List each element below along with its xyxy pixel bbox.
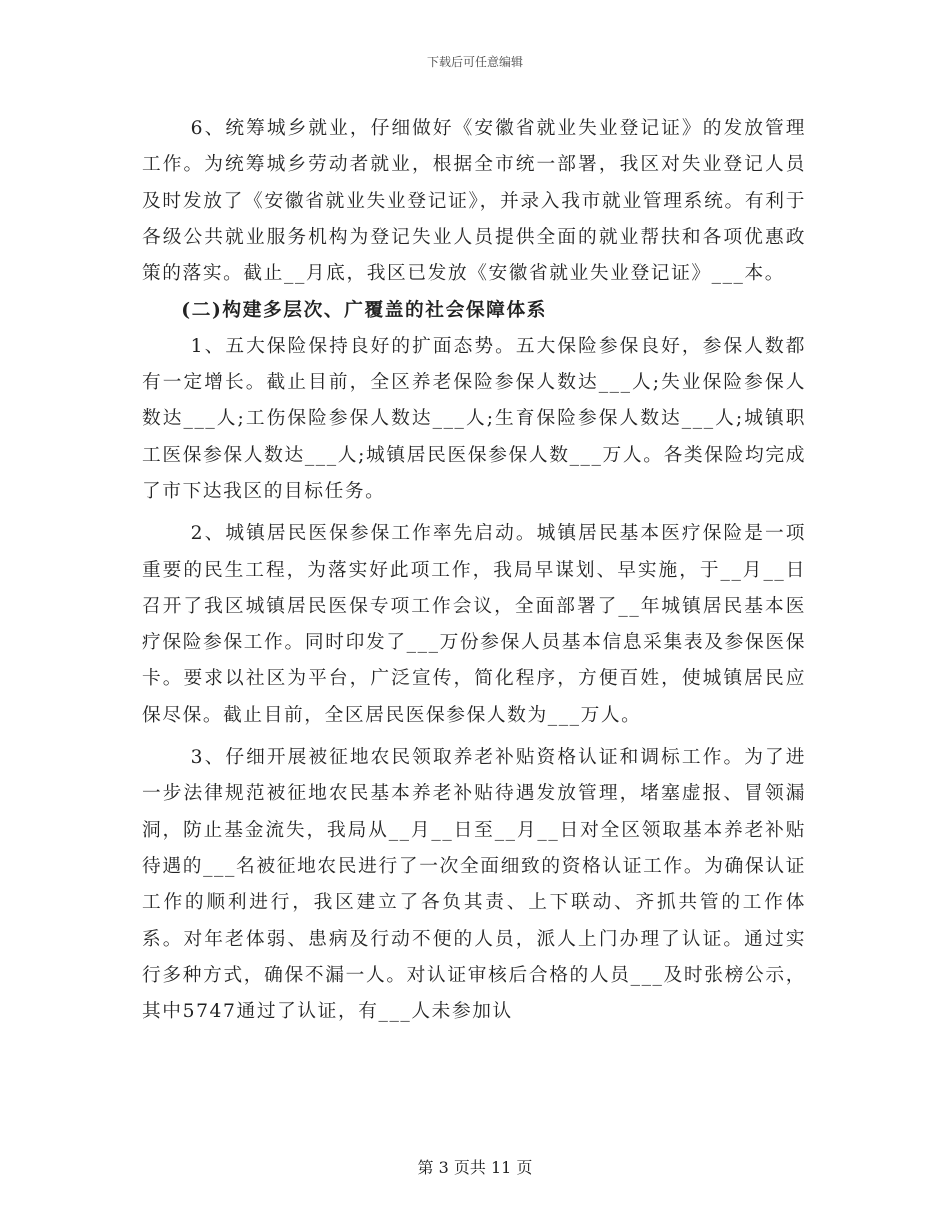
paragraph-urban-medical-insurance: 2、城镇居民医保参保工作率先启动。城镇居民基本医疗保险是一项重要的民生工程，为落实好此项工作，我局早谋划、早实施，于__月__日召开了我区城镇居民医保专项工作会议，全面部署了__年城镇居民基本医疗保险参保工作。同时印发了___万份参保人员基本信息采集表及参保医保卡。要求以社区为平台，广泛宣传，简化程序，方便百姓，使城镇居民应保尽保。截止目前，全区居民医保参保人数为___万人。 [142, 523, 806, 726]
document-body [142, 111, 806, 1030]
page-header: 下载后可任意编辑 [426, 55, 523, 69]
paragraph-five-insurances: 1、五大保险保持良好的扩面态势。五大保险参保良好，参保人数都有一定增长。截止目前，全区养老保险参保人数达___人;失业保险参保人数达___人;工伤保险参保人数达___人;生育保险参保人数达___人;城镇职工医保参保人数达___人;城镇居民医保参保人数___万人。各类保险均完成了市下达我区的目标任务。 [142, 335, 806, 502]
section-heading-social-security: (二)构建多层次、广覆盖的社会保障体系 [181, 299, 548, 322]
page-number: 第 3 页共 11 页 [417, 1158, 533, 1177]
paragraph-land-farmer-pension: 3、仔细开展被征地农民领取养老补贴资格认证和调标工作。为了进一步法律规范被征地农民基本养老补贴待遇发放管理，堵塞虚报、冒领漏洞，防止基金流失，我局从__月__日至__月__日对全区领取基本养老补贴待遇的___名被征地农民进行了一次全面细致的资格认证工作。为确保认证工作的顺利进行，我区建立了各负其责、上下联动、齐抓共管的工作体系。对年老体弱、患病及行动不便的人员，派人上门办理了认证。通过实行多种方式，确保不漏一人。对认证审核后合格的人员___及时张榜公示，其中5747通过了认证，有___人未参加认 [142, 747, 806, 1023]
paragraph-employment-registration: 6、统筹城乡就业，仔细做好《安徽省就业失业登记证》的发放管理工作。为统筹城乡劳动者就业，根据全市统一部署，我区对失业登记人员及时发放了《安徽省就业失业登记证》，并录入我市就业管理系统。有利于各级公共就业服务机构为登记失业人员提供全面的就业帮扶和各项优惠政策的落实。截止__月底，我区已发放《安徽省就业失业登记证》___本。 [142, 118, 806, 285]
